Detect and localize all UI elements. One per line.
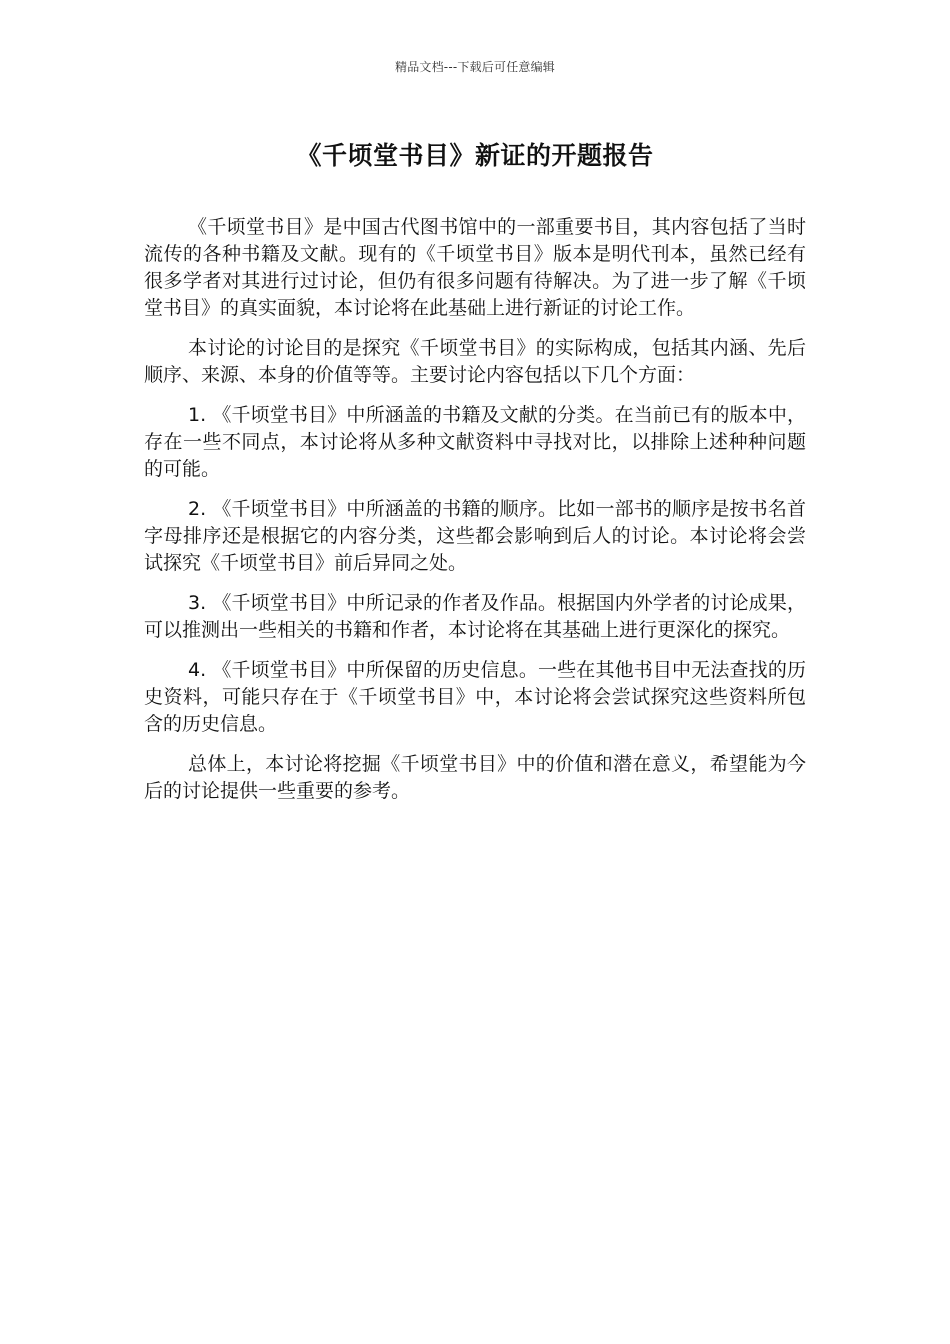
- paragraph-item-3: 3. 《千顷堂书目》中所记录的作者及作品。根据国内外学者的讨论成果，可以推测出一些相关的书籍和作者，本讨论将在其基础上进行更深化的探究。: [144, 592, 806, 641]
- paragraph-purpose: 本讨论的讨论目的是探究《千顷堂书目》的实际构成，包括其内涵、先后顺序、来源、本身的价值等等。主要讨论内容包括以下几个方面：: [144, 337, 806, 386]
- document-body: [144, 214, 806, 818]
- paragraph-summary: 总体上，本讨论将挖掘《千顷堂书目》中的价值和潜在意义，希望能为今后的讨论提供一些重要的参考。: [144, 753, 806, 802]
- document-title: 《千顷堂书目》新证的开题报告: [296, 141, 654, 170]
- header-note: 精品文档---下载后可任意编辑: [395, 60, 555, 74]
- paragraph-intro: 《千顷堂书目》是中国古代图书馆中的一部重要书目，其内容包括了当时流传的各种书籍及文献。现有的《千顷堂书目》版本是明代刊本，虽然已经有很多学者对其进行过讨论，但仍有很多问题有待解决。为了进一步了解《千顷堂书目》的真实面貌，本讨论将在此基础上进行新证的讨论工作。: [144, 216, 806, 319]
- paragraph-item-2: 2. 《千顷堂书目》中所涵盖的书籍的顺序。比如一部书的顺序是按书名首字母排序还是根据它的内容分类，这些都会影响到后人的讨论。本讨论将会尝试探究《千顷堂书目》前后异同之处。: [144, 498, 806, 574]
- paragraph-item-1: 1. 《千顷堂书目》中所涵盖的书籍及文献的分类。在当前已有的版本中，存在一些不同点，本讨论将从多种文献资料中寻找对比，以排除上述种种问题的可能。: [144, 404, 806, 480]
- paragraph-item-4: 4. 《千顷堂书目》中所保留的历史信息。一些在其他书目中无法查找的历史资料，可能只存在于《千顷堂书目》中，本讨论将会尝试探究这些资料所包含的历史信息。: [144, 659, 806, 735]
